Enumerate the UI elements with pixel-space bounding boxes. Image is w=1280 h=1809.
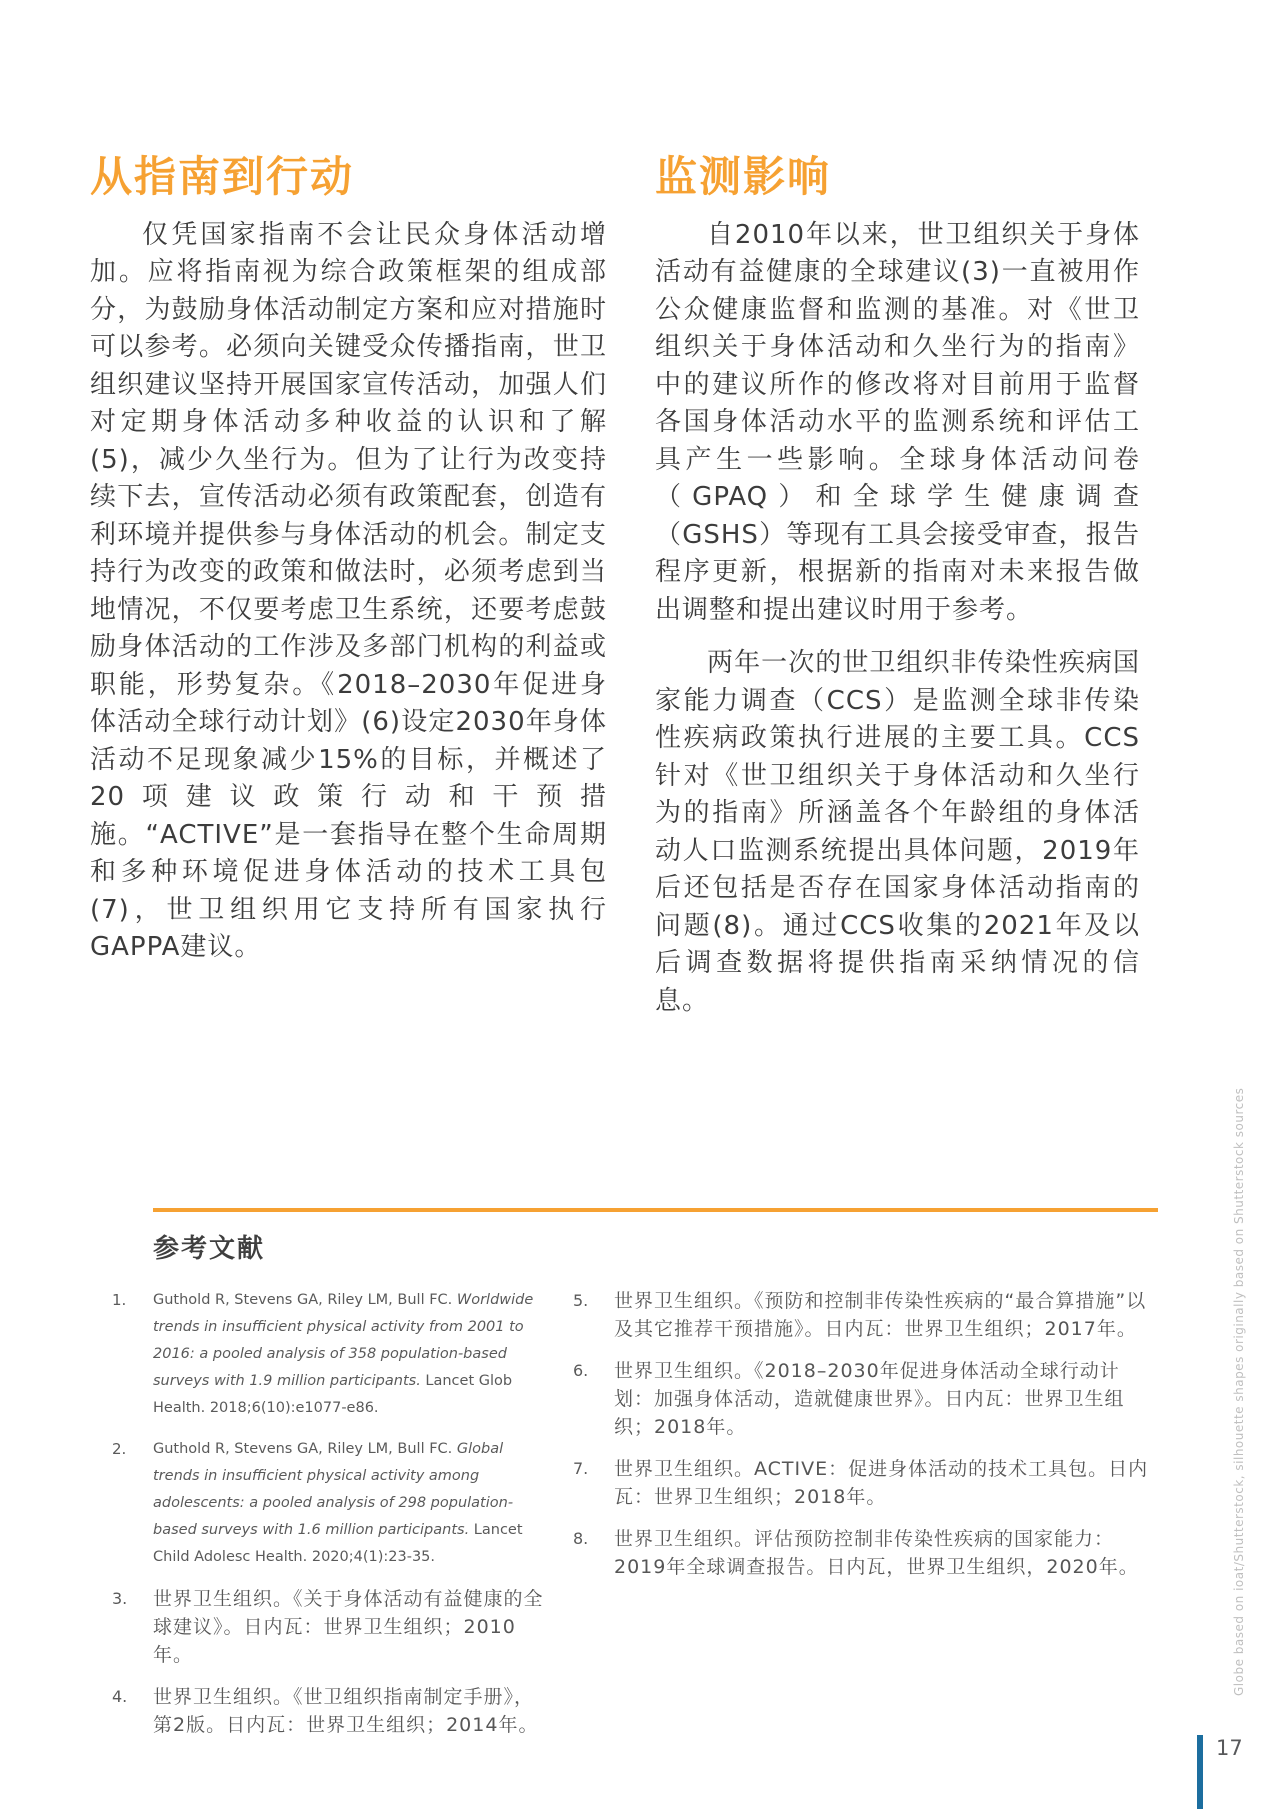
references-list-right xyxy=(573,1287,1158,1753)
body-paragraph: 两年一次的世卫组织非传染性疾病国家能力调查（CCS）是监测全球非传染性疾病政策执行进展的主要工具。CCS针对《世卫组织关于身体活动和久坐行为的指南》所涵盖各个年龄组的身体活动人口监测系统提出具体问题，2019年后还包括是否存在国家身体活动指南的问题(8)。通过CCS收集的2021年及以后调查数据将提供指南采纳情况的信息。 xyxy=(655,648,1140,1016)
reference-number: 3. xyxy=(112,1589,128,1608)
reference-item xyxy=(112,1287,545,1422)
column-right xyxy=(655,150,1140,1036)
section-heading-guidelines-to-action: 从指南到行动 xyxy=(90,152,355,201)
reference-text: 世界卫生组织。《关于身体活动有益健康的全球建议》。日内瓦：世界卫生组织；2010年。 xyxy=(153,1588,544,1666)
reference-number: 4. xyxy=(112,1687,128,1706)
reference-item xyxy=(112,1683,545,1739)
references-heading: 参考文献 xyxy=(153,1234,266,1264)
reference-number: 2. xyxy=(112,1440,127,1458)
reference-item xyxy=(112,1585,545,1669)
column-left xyxy=(90,150,607,1036)
reference-text: 世界卫生组织。《2018–2030年促进身体活动全球行动计划：加强身体活动，造就健康世界》。日内瓦：世界卫生组织；2018年。 xyxy=(614,1360,1125,1438)
references-list-left xyxy=(112,1287,545,1753)
reference-number: 7. xyxy=(573,1459,589,1478)
reference-item xyxy=(573,1525,1158,1581)
body-paragraph: 仅凭国家指南不会让民众身体活动增加。应将指南视为综合政策框架的组成部分，为鼓励身体活动制定方案和应对措施时可以参考。必须向关键受众传播指南，世卫组织建议坚持开展国家宣传活动，加强人们对定期身体活动多种收益的认识和了解(5)，减少久坐行为。但为了让行为改变持续下去，宣传活动必须有政策配套，创造有利环境并提供参与身体活动的机会。制定支持行为改变的政策和做法时，必须考虑到当地情况，不仅要考虑卫生系统，还要考虑鼓励身体活动的工作涉及多部门机构的利益或职能，形势复杂。《2018–2030年促进身体活动全球行动计划》(6)设定2030年身体活动不足现象减少15%的目标，并概述了20项建议政策行动和干预措施。“ACTIVE”是一套指导在整个生命周期和多种环境促进身体活动的技术工具包(7)，世卫组织用它支持所有国家执行GAPPA建议。 xyxy=(90,219,607,963)
reference-item xyxy=(112,1436,545,1571)
reference-text: Guthold R, Stevens GA, Riley LM, Bull FC. Worldwide trends in insufficient physical activity from 2001 to 2016: a pooled analysis of 358 population-based surveys with 1.9 million participants. Lancet Glob Health. 2018;6(10):e1077-e86. xyxy=(153,1292,534,1416)
references-section xyxy=(112,1208,1158,1753)
reference-text: 世界卫生组织。评估预防控制非传染性疾病的国家能力：2019年全球调查报告。日内瓦，世界卫生组织，2020年。 xyxy=(614,1528,1139,1578)
page-number-bar xyxy=(1197,1735,1203,1809)
reference-number: 6. xyxy=(573,1361,589,1380)
reference-text: Guthold R, Stevens GA, Riley LM, Bull FC. Global trends in insufficient physical activity among adolescents: a pooled analysis of 298 population-based surveys with 1.6 million participants. Lancet Child Adolesc Health. 2020;4(1):23-35. xyxy=(153,1441,523,1565)
reference-text: 世界卫生组织。《世卫组织指南制定手册》，第2版。日内瓦：世界卫生组织；2014年。 xyxy=(153,1686,539,1736)
page-number: 17 xyxy=(1216,1736,1243,1760)
reference-item xyxy=(573,1357,1158,1441)
reference-number: 8. xyxy=(573,1529,589,1548)
reference-number: 5. xyxy=(573,1291,589,1310)
photo-credit-vertical-text: Globe based on ioat/Shutterstock, silhouette shapes originally based on Shutterstock sources xyxy=(1232,1087,1246,1696)
reference-item xyxy=(573,1455,1158,1511)
reference-number: 1. xyxy=(112,1291,127,1309)
reference-item xyxy=(573,1287,1158,1343)
body-paragraph: 自2010年以来，世卫组织关于身体活动有益健康的全球建议(3)一直被用作公众健康监督和监测的基准。对《世卫组织关于身体活动和久坐行为的指南》中的建议所作的修改将对目前用于监督各国身体活动水平的监测系统和评估工具产生一些影响。全球身体活动问卷（GPAQ）和全球学生健康调查（GSHS）等现有工具会接受审查，报告程序更新，根据新的指南对未来报告做出调整和提出建议时用于参考。 xyxy=(655,219,1140,625)
reference-text: 世界卫生组织。《预防和控制非传染性疾病的“最合算措施”以及其它推荐干预措施》。日内瓦：世界卫生组织；2017年。 xyxy=(614,1290,1147,1340)
reference-text: 世界卫生组织。ACTIVE：促进身体活动的技术工具包。日内瓦：世界卫生组织；2018年。 xyxy=(614,1458,1149,1508)
section-heading-monitoring-impact: 监测影响 xyxy=(655,152,832,201)
references-divider-rule xyxy=(153,1208,1158,1212)
references-columns xyxy=(112,1287,1158,1753)
article-columns xyxy=(90,150,1140,1036)
